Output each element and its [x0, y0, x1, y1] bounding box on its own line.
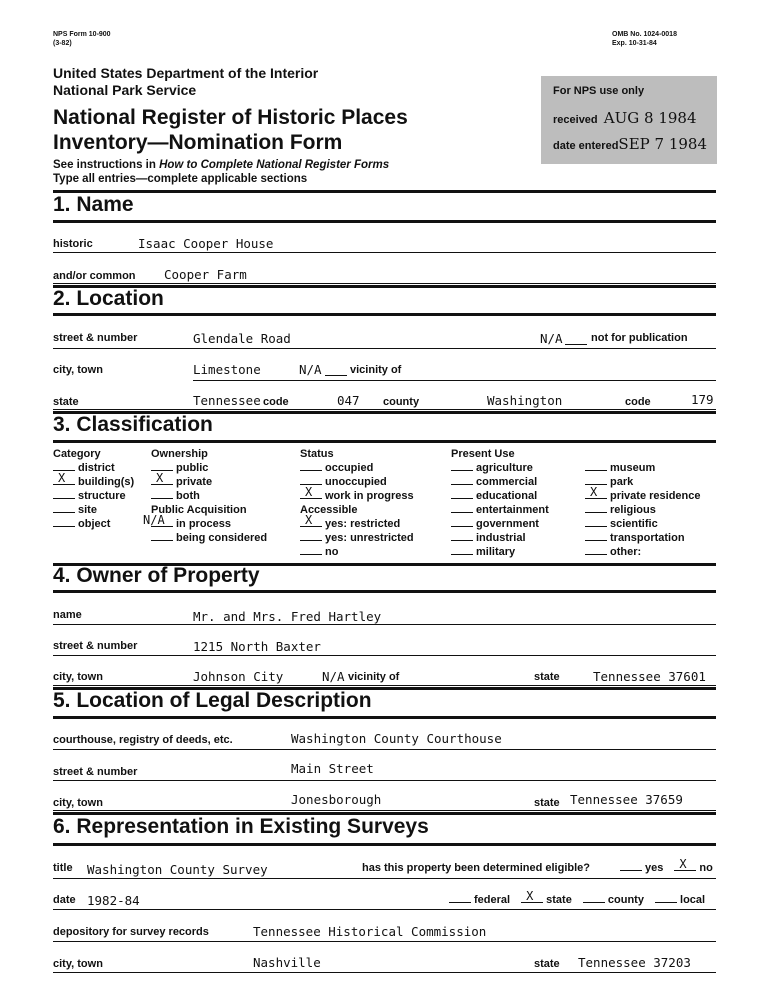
status-option-label: unoccupied [325, 476, 387, 488]
owner-vicinity-label: vicinity of [348, 671, 400, 683]
category-option-label: structure [78, 490, 126, 502]
section-rule [53, 313, 716, 316]
present-use-option [451, 503, 549, 517]
status-option [300, 485, 414, 503]
city-value: Limestone [193, 362, 261, 377]
historic-label: historic [53, 238, 93, 250]
survey-title-label: title [53, 862, 73, 874]
survey-level-options [449, 889, 706, 906]
ownership-column [143, 447, 268, 545]
county-code-label: code [625, 396, 651, 408]
section-5-title: 5. Location of Legal Description [53, 689, 372, 712]
state-mark: X [526, 889, 534, 903]
city-label: city, town [53, 364, 103, 376]
category-column [53, 447, 134, 531]
present-use-option [585, 461, 701, 475]
nps-use-box [541, 76, 717, 164]
instructions-ref: How to Complete National Register Forms [159, 159, 390, 171]
present-use-option-label: military [476, 546, 516, 558]
form-number: NPS Form 10-900 [53, 31, 111, 38]
eligible-options [620, 857, 713, 874]
present-use-option [451, 489, 549, 503]
accessible-list [300, 513, 414, 559]
checkbox-blank [300, 539, 322, 541]
category-heading: Category [53, 448, 101, 460]
acquisition-option-label: in process [176, 518, 232, 530]
owner-city: Johnson City [193, 669, 284, 684]
courthouse-label: courthouse, registry of deeds, etc. [53, 734, 233, 746]
checkbox-blank [585, 553, 607, 555]
owner-name: Mr. and Mrs. Fred Hartley [193, 609, 382, 624]
checkbox-blank [585, 511, 607, 513]
check-mark: X [305, 513, 313, 527]
checkbox-blank [151, 471, 173, 485]
checkbox-blank [585, 469, 607, 471]
nps-use-label: For NPS use only [553, 85, 645, 97]
local-blank [655, 901, 677, 903]
present-use-option-label: other: [610, 546, 642, 558]
present-use-option [451, 531, 549, 545]
status-option-label: work in progress [325, 490, 414, 502]
survey-date: 1982-84 [87, 893, 140, 908]
form-title-2: Inventory—Nomination Form [53, 131, 343, 154]
field-line [53, 283, 716, 284]
instructions-prefix: See instructions in [53, 159, 160, 171]
present-use-list [585, 461, 701, 559]
checkbox-blank [451, 511, 473, 513]
depository-city-label: city, town [53, 958, 103, 970]
checkbox-blank [451, 553, 473, 555]
accessible-option [300, 531, 414, 545]
field-line [325, 375, 347, 376]
common-name: Cooper Farm [164, 267, 247, 282]
yes-label: yes [645, 862, 664, 874]
field-line [53, 252, 716, 253]
status-option [300, 461, 414, 475]
ownership-option-label: public [176, 462, 209, 474]
field-line [53, 810, 716, 811]
accessible-option-label: yes: unrestricted [325, 532, 414, 544]
field-line [53, 624, 716, 625]
present-use-option [585, 503, 701, 517]
owner-state: Tennessee 37601 [593, 669, 706, 684]
received-label: received [553, 114, 598, 126]
checkbox-blank [585, 485, 607, 499]
legal-city: Jonesborough [291, 792, 382, 807]
acquisition-heading: Public Acquisition [151, 504, 247, 516]
acquisition-option-label: being considered [176, 532, 268, 544]
present-use-option-label: scientific [610, 518, 658, 530]
present-use-column [451, 447, 549, 559]
accessible-option-label: no [325, 546, 339, 558]
checkbox-blank [53, 497, 75, 499]
checkbox-blank [300, 485, 322, 499]
field-line [53, 348, 716, 349]
accessible-heading: Accessible [300, 504, 358, 516]
category-option [53, 489, 134, 503]
acquisition-option [151, 531, 267, 545]
present-use-option-label: entertainment [476, 504, 549, 516]
survey-date-label: date [53, 894, 76, 906]
status-column [300, 447, 414, 559]
field-line [53, 409, 716, 410]
nfp-label: not for publication [591, 332, 688, 344]
present-use-option-label: park [610, 476, 634, 488]
section-rule [53, 590, 716, 593]
received-row [553, 109, 697, 127]
checkbox-blank [143, 513, 173, 527]
present-use-option-label: educational [476, 490, 538, 502]
courthouse-value: Washington County Courthouse [291, 731, 502, 746]
category-option-label: object [78, 518, 111, 530]
category-option-label: building(s) [78, 476, 135, 488]
present-use-option [451, 461, 549, 475]
ownership-option [151, 489, 267, 503]
field-line [53, 909, 716, 910]
state-level-label: state [546, 894, 572, 906]
checkbox-blank [300, 469, 322, 471]
legal-state-label: state [534, 797, 560, 809]
no-label: no [699, 862, 713, 874]
local-level-label: local [680, 894, 706, 906]
legal-city-label: city, town [53, 797, 103, 809]
present-use-option-label: museum [610, 462, 656, 474]
category-option [53, 517, 134, 531]
form-revision: (3-82) [53, 40, 72, 47]
instructions-line [53, 159, 389, 171]
checkbox-blank [585, 525, 607, 527]
present-use-option [451, 475, 549, 489]
field-line [53, 941, 716, 942]
state-blank [521, 889, 543, 903]
no-mark: X [679, 857, 687, 871]
checkbox-blank [451, 483, 473, 485]
historic-name: Isaac Cooper House [138, 236, 274, 251]
agency-service: National Park Service [53, 82, 197, 98]
vicinity-label: vicinity of [350, 364, 402, 376]
ownership-option-label: both [176, 490, 200, 502]
field-line [53, 685, 716, 686]
present-use-option-label: agriculture [476, 462, 533, 474]
county-code: 179 [691, 392, 714, 407]
check-mark: X [58, 471, 66, 485]
check-mark: X [305, 485, 313, 499]
section-6-title: 6. Representation in Existing Surveys [53, 815, 429, 838]
entered-date: SEP 7 1984 [618, 135, 707, 153]
present-use-option [585, 475, 701, 489]
checkbox-blank [585, 539, 607, 541]
ownership-heading: Ownership [151, 448, 208, 460]
status-option-label: occupied [325, 462, 374, 474]
owner-name-label: name [53, 609, 82, 621]
acquisition-option [143, 513, 267, 531]
status-option [300, 475, 414, 489]
omb-number: OMB No. 1024-0018 [612, 31, 677, 38]
legal-state: Tennessee 37659 [570, 792, 683, 807]
survey-title: Washington County Survey [87, 862, 268, 877]
present-use-option [585, 485, 701, 503]
form-title-1: National Register of Historic Places [53, 106, 408, 129]
checkbox-blank [451, 539, 473, 541]
present-use-option-label: commercial [476, 476, 538, 488]
instructions-line-2: Type all entries—complete applicable sections [53, 173, 308, 185]
nfp-value: N/A [540, 331, 563, 346]
field-line [193, 380, 716, 381]
checkbox-blank [151, 539, 173, 541]
depository-label: depository for survey records [53, 926, 209, 938]
owner-vicinity-value: N/A [322, 669, 345, 684]
category-option-label: site [78, 504, 97, 516]
section-rule [53, 843, 716, 846]
field-line [53, 972, 716, 973]
ownership-option [151, 461, 267, 475]
section-3-title: 3. Classification [53, 413, 213, 436]
street-value: Glendale Road [193, 331, 291, 346]
accessible-option [300, 545, 414, 559]
depository-city: Nashville [253, 955, 321, 970]
category-list [53, 461, 134, 531]
received-date: AUG 8 1984 [603, 109, 697, 127]
omb-expiry: Exp. 10-31-84 [612, 40, 657, 47]
present-use-option-label: religious [610, 504, 656, 516]
state-code: 047 [337, 393, 360, 408]
agency-name: United States Department of the Interior [53, 65, 319, 81]
present-use-option-label: transportation [610, 532, 685, 544]
vicinity-value: N/A [299, 362, 322, 377]
section-2-title: 2. Location [53, 287, 164, 310]
entered-label: date entered [553, 140, 619, 152]
field-line [53, 878, 716, 879]
section-rule [53, 190, 716, 193]
depository-state-label: state [534, 958, 560, 970]
county-label: county [383, 396, 420, 408]
federal-label: federal [474, 894, 511, 906]
section-rule [53, 716, 716, 719]
federal-blank [449, 901, 471, 903]
checkbox-blank [151, 497, 173, 499]
checkbox-blank [53, 525, 75, 527]
accessible-option [300, 513, 414, 531]
field-line [53, 749, 716, 750]
ownership-list [151, 461, 267, 503]
section-4-title: 4. Owner of Property [53, 564, 260, 587]
street-label: street & number [53, 332, 138, 344]
entered-row [553, 135, 707, 153]
checkbox-blank [300, 553, 322, 555]
present-use-option-label: industrial [476, 532, 526, 544]
check-mark: N/A [143, 513, 165, 527]
checkbox-blank [300, 513, 322, 527]
no-blank [674, 857, 696, 871]
check-mark: X [156, 471, 164, 485]
ownership-option [151, 471, 267, 489]
owner-state-label: state [534, 671, 560, 683]
status-heading: Status [300, 448, 334, 460]
legal-street: Main Street [291, 761, 374, 776]
county-value: Washington [487, 393, 563, 408]
section-rule [53, 440, 716, 443]
owner-street-label: street & number [53, 640, 138, 652]
county-blank [583, 901, 605, 903]
field-line [53, 655, 716, 656]
present-use-column-2 [585, 461, 701, 559]
present-use-option [451, 545, 549, 559]
present-use-list [451, 461, 549, 559]
legal-street-label: street & number [53, 766, 138, 778]
present-use-heading: Present Use [451, 448, 515, 460]
section-1-title: 1. Name [53, 193, 134, 216]
state-value: Tennessee [193, 393, 261, 408]
accessible-option-label: yes: restricted [325, 518, 401, 530]
field-line [565, 344, 587, 345]
ownership-option-label: private [176, 476, 213, 488]
status-list [300, 461, 414, 503]
field-line [53, 780, 716, 781]
depository-value: Tennessee Historical Commission [253, 924, 487, 939]
owner-city-label: city, town [53, 671, 103, 683]
present-use-option [585, 531, 701, 545]
depository-state: Tennessee 37203 [578, 955, 691, 970]
checkbox-blank [53, 511, 75, 513]
state-label: state [53, 396, 79, 408]
present-use-option-label: government [476, 518, 539, 530]
owner-street: 1215 North Baxter [193, 639, 321, 654]
present-use-option [585, 517, 701, 531]
check-mark: X [590, 485, 598, 499]
common-name-label: and/or common [53, 270, 136, 282]
county-level-label: county [607, 894, 644, 906]
category-option [53, 471, 135, 489]
checkbox-blank [451, 469, 473, 471]
checkbox-blank [53, 471, 75, 485]
yes-blank [620, 869, 642, 871]
eligible-label: has this property been determined eligible? [362, 862, 590, 874]
present-use-option [585, 545, 701, 559]
present-use-option [451, 517, 549, 531]
checkbox-blank [451, 525, 473, 527]
category-option [53, 503, 134, 517]
present-use-option-label: private residence [610, 490, 701, 502]
acquisition-list [143, 513, 268, 545]
section-rule [53, 220, 716, 223]
checkbox-blank [451, 497, 473, 499]
code-label: code [263, 396, 289, 408]
category-option-label: district [78, 462, 115, 474]
